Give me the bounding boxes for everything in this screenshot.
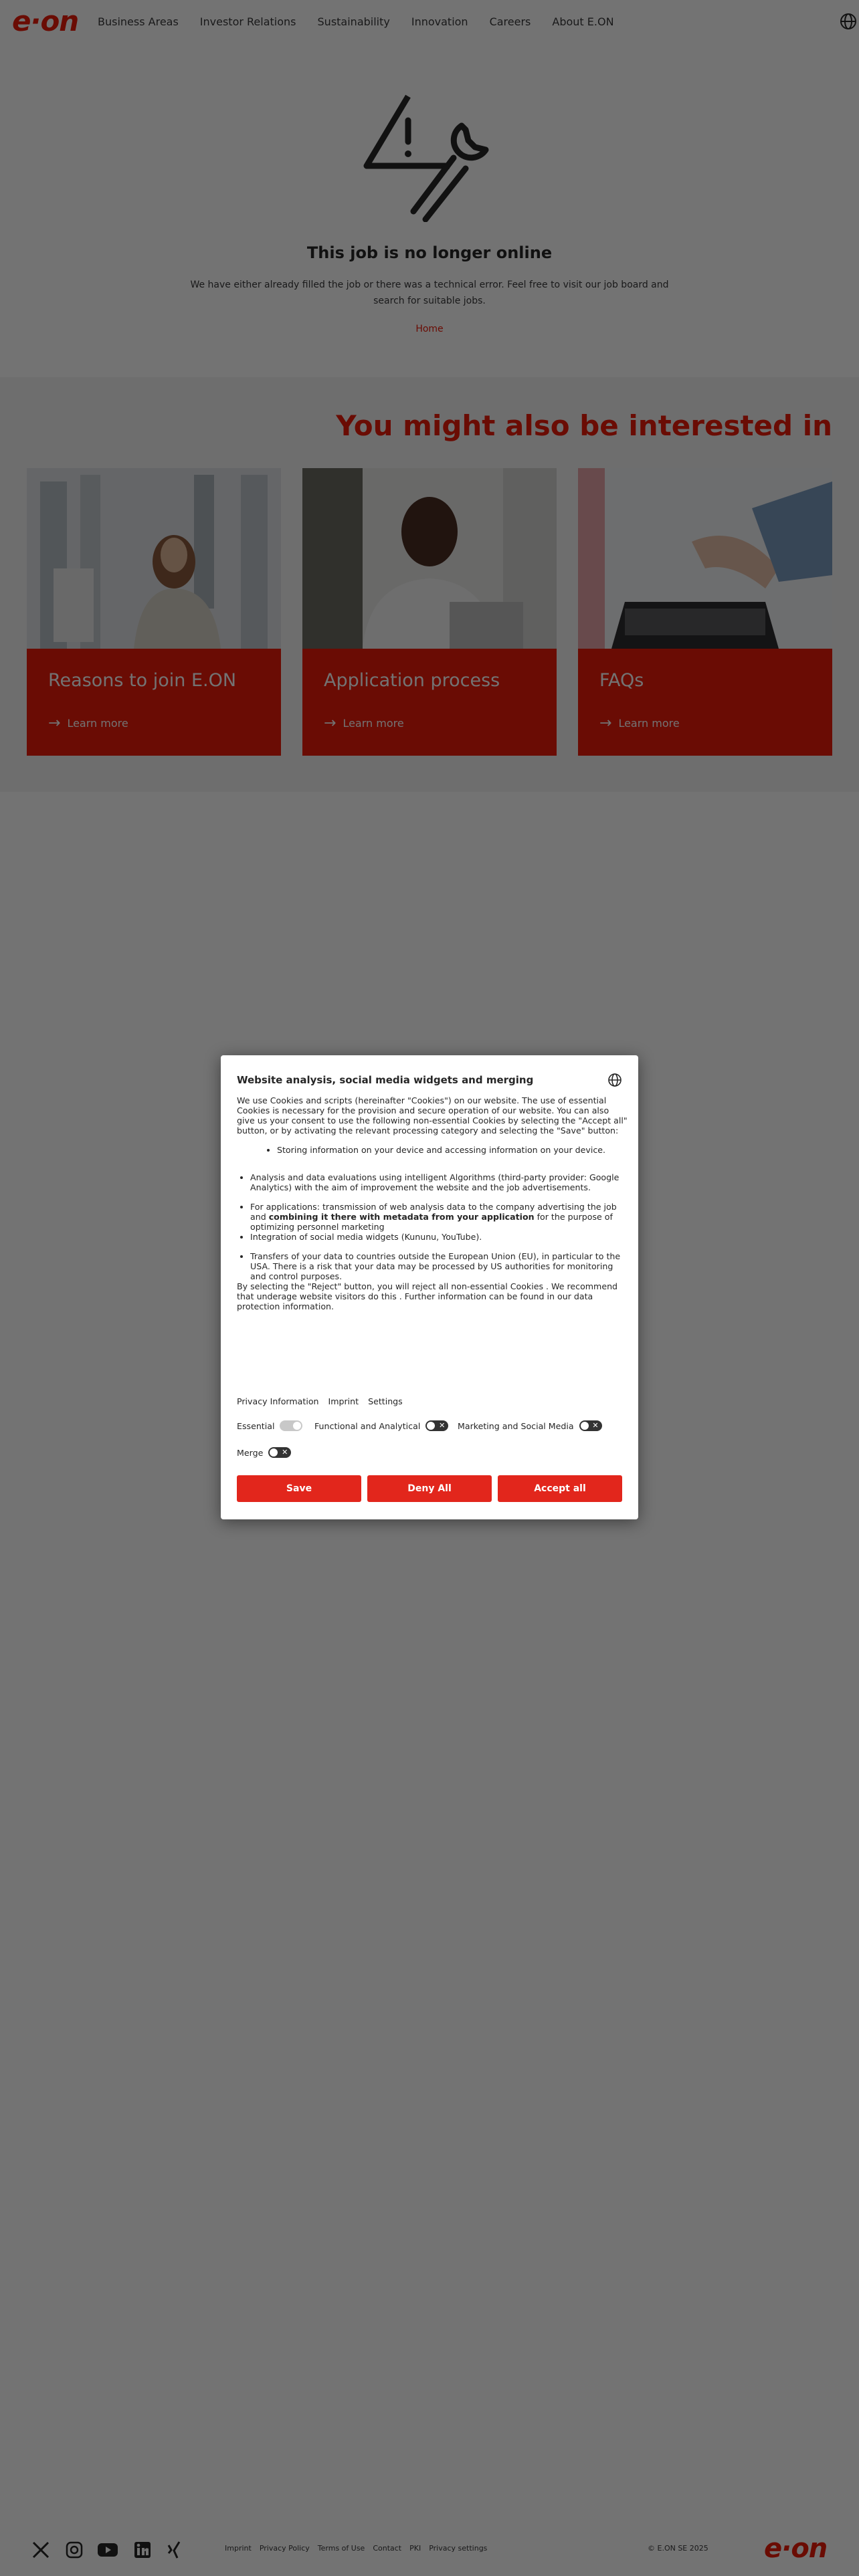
save-button[interactable]: Save [237, 1475, 361, 1502]
toggle-functional-analytical: Functional and Analytical ✕ [314, 1420, 448, 1431]
marketing-social-switch[interactable]: ✕ [579, 1420, 602, 1431]
accept-all-button[interactable]: Accept all [498, 1475, 622, 1502]
essential-switch [280, 1420, 302, 1431]
toggle-marketing-social: Marketing and Social Media ✕ [458, 1420, 602, 1431]
settings-link[interactable]: Settings [368, 1396, 403, 1406]
deny-all-button[interactable]: Deny All [367, 1475, 492, 1502]
toggle-merge: Merge ✕ [237, 1447, 291, 1458]
consent-intro: We use Cookies and scripts (hereinafter "Cookies") on our website. The use of essential Cookies is necessary for the provision and secure operation of our website. You can also give us your consent to use the following non-essential Cookies by selecting the "Accept all" button, or by activating the relevant processing category and selecting the "Save" button: [237, 1095, 628, 1136]
cookie-consent-dialog [221, 1055, 638, 1519]
merge-switch[interactable]: ✕ [268, 1447, 291, 1458]
consent-reject-text: By selecting the "Reject" button, you will reject all non-essential Cookies . We recommend that underage website visitors do this . Further information can be found in our data protection information. [237, 1281, 618, 1311]
consent-item-applications: • For applications: transmission of web analysis data to the company advertising the job and combining it there with metadata from your application for the purpose of optimizing personnel marketing [250, 1202, 628, 1232]
imprint-link[interactable]: Imprint [328, 1396, 359, 1406]
consent-sub-item: • Storing information on your device and accessing information on your device. [277, 1145, 628, 1155]
consent-title: Website analysis, social media widgets and merging [237, 1074, 534, 1086]
privacy-information-link[interactable]: Privacy Information [237, 1396, 319, 1406]
consent-item-analysis: • Analysis and data evaluations using intelligent Algorithms (third-party provider: Google Analytics) with the aim of improvement the website and the job advertisements. [250, 1172, 628, 1192]
consent-links [237, 1396, 403, 1406]
language-globe-icon[interactable] [607, 1073, 622, 1087]
consent-item-transfer: • Transfers of your data to countries outside the European Union (EU), in particular to the USA. There is a risk that your data may be processed by US authorities for monitoring and control purposes. [250, 1251, 628, 1281]
functional-analytical-switch[interactable]: ✕ [425, 1420, 448, 1431]
consent-body [237, 1095, 628, 1311]
toggle-essential: Essential [237, 1420, 302, 1431]
consent-item-widgets: • Integration of social media widgets (Kununu, YouTube). [250, 1232, 628, 1242]
